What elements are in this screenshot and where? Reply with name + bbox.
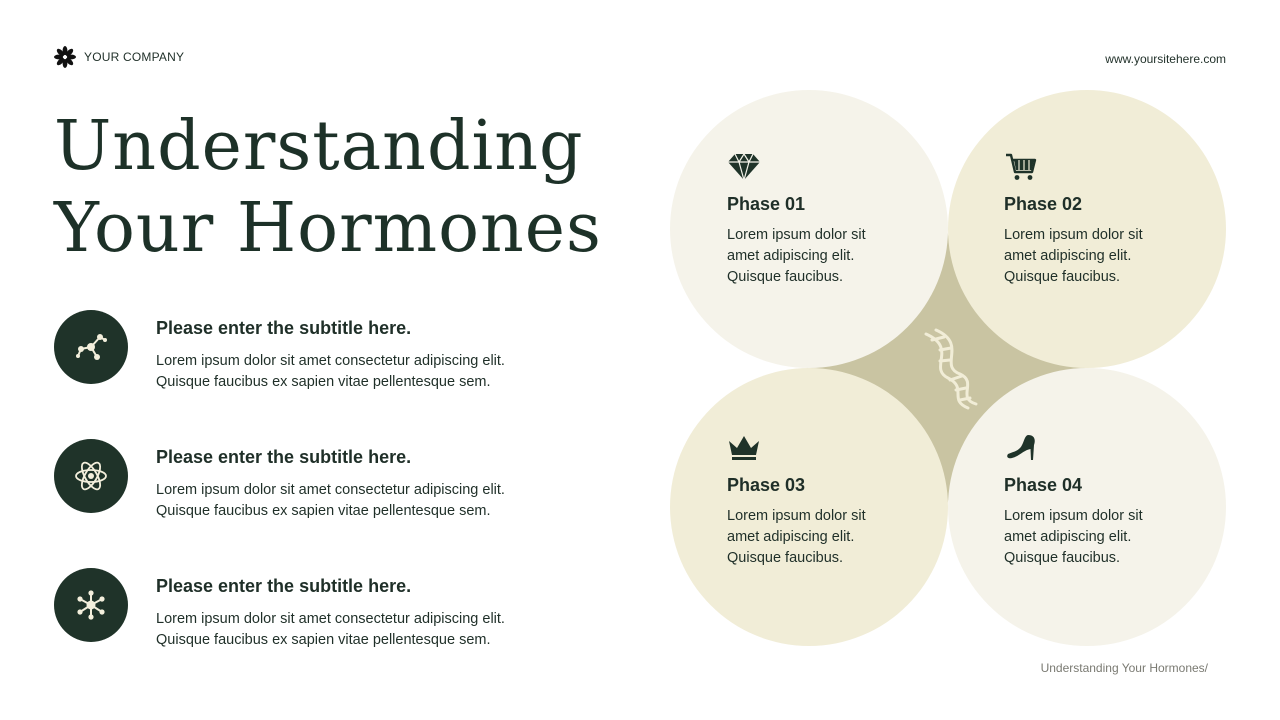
item-desc-line: Quisque faucibus ex sapien vitae pellentesque sem. [156, 503, 491, 519]
phase-text-line: Quisque faucibus. [727, 269, 844, 285]
item-subtitle: Please enter the subtitle here. [156, 576, 412, 596]
phase-text-line: Quisque faucibus. [1004, 550, 1121, 566]
phase-text-line: amet adipiscing elit. [727, 529, 855, 545]
network-icon [54, 568, 128, 642]
atom-icon [54, 439, 128, 513]
high-heel-icon [1004, 433, 1038, 463]
item-description [156, 351, 576, 393]
item-desc-line: Lorem ipsum dolor sit amet consectetur adipiscing elit. [156, 611, 505, 627]
footer-caption: Understanding Your Hormones/ [1040, 661, 1208, 675]
title-line-1: Understanding [54, 107, 584, 186]
list-item [54, 310, 634, 390]
phase-title: Phase 01 [727, 194, 806, 214]
phase-diagram [670, 90, 1230, 646]
website-link[interactable]: www.yoursitehere.com [1105, 52, 1226, 66]
asterisk-flower-icon [54, 46, 76, 68]
shopping-cart-icon [1004, 152, 1038, 182]
diamond-icon [727, 152, 761, 182]
phase-card-3 [727, 433, 927, 569]
phase-text-line: Quisque faucibus. [1004, 269, 1121, 285]
item-subtitle: Please enter the subtitle here. [156, 318, 412, 338]
phase-text-line: amet adipiscing elit. [1004, 248, 1132, 264]
list-item [54, 439, 634, 519]
phase-text [727, 506, 927, 569]
phase-text [727, 225, 927, 288]
title-line-2: Your Hormones [54, 189, 602, 268]
phase-title: Phase 03 [727, 475, 806, 495]
phase-text [1004, 506, 1204, 569]
company-name: YOUR COMPANY [84, 50, 185, 64]
phase-text-line: Quisque faucibus. [727, 550, 844, 566]
page-title [54, 106, 664, 270]
phase-title: Phase 04 [1004, 475, 1083, 495]
phase-text-line: Lorem ipsum dolor sit [727, 508, 866, 524]
item-desc-line: Quisque faucibus ex sapien vitae pellentesque sem. [156, 632, 491, 648]
phase-title: Phase 02 [1004, 194, 1083, 214]
phase-text-line: Lorem ipsum dolor sit [1004, 227, 1143, 243]
phase-card-2 [1004, 152, 1204, 288]
item-desc-line: Lorem ipsum dolor sit amet consectetur adipiscing elit. [156, 353, 505, 369]
phase-text [1004, 225, 1204, 288]
crown-icon [727, 433, 761, 463]
phase-text-line: Lorem ipsum dolor sit [1004, 508, 1143, 524]
list-item [54, 568, 634, 648]
molecule-icon [54, 310, 128, 384]
phase-text-line: amet adipiscing elit. [1004, 529, 1132, 545]
item-description [156, 609, 576, 651]
item-desc-line: Lorem ipsum dolor sit amet consectetur adipiscing elit. [156, 482, 505, 498]
item-description [156, 480, 576, 522]
brand [54, 46, 184, 68]
dna-icon [918, 328, 978, 412]
phase-text-line: amet adipiscing elit. [727, 248, 855, 264]
item-subtitle: Please enter the subtitle here. [156, 447, 412, 467]
phase-text-line: Lorem ipsum dolor sit [727, 227, 866, 243]
item-desc-line: Quisque faucibus ex sapien vitae pellentesque sem. [156, 374, 491, 390]
phase-card-4 [1004, 433, 1204, 569]
phase-card-1 [727, 152, 927, 288]
